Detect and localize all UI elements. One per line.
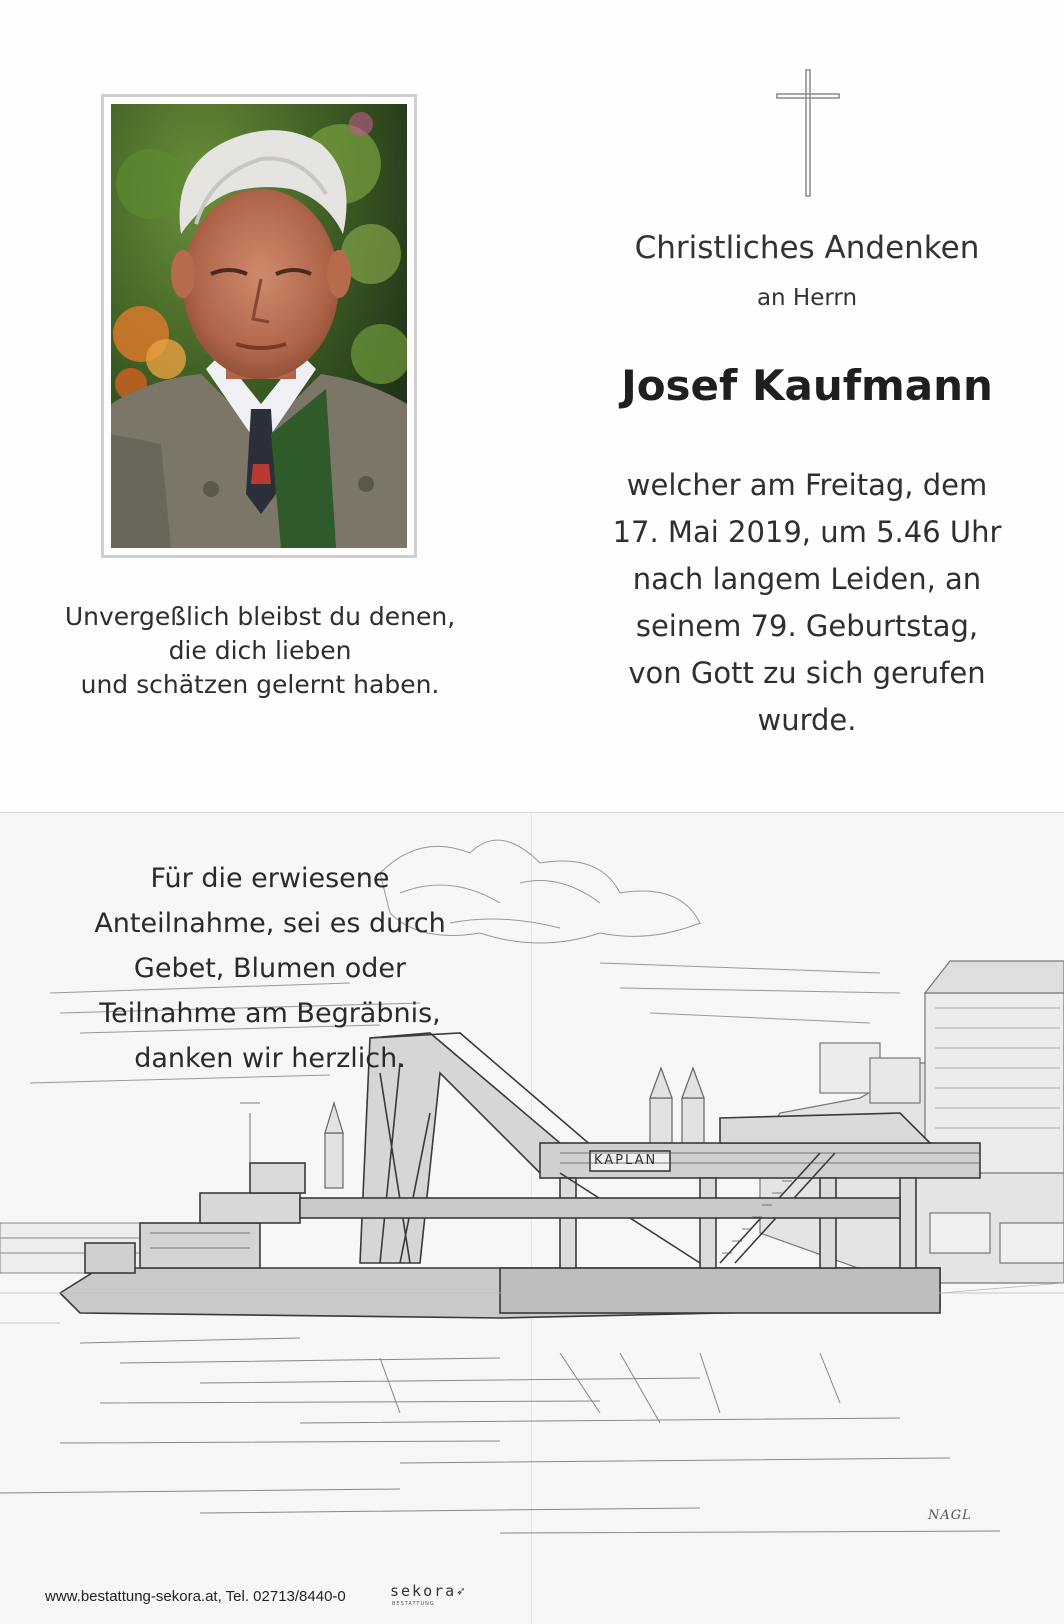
death-notice-line: von Gott zu sich gerufen (628, 656, 986, 690)
death-notice-text (612, 462, 1002, 744)
footer-contact: www.bestattung-sekora.at, Tel. 02713/8440-0 (45, 1588, 346, 1605)
quote-line: Unvergeßlich bleibst du denen, (64, 602, 456, 631)
artist-signature: NAGL (928, 1508, 972, 1523)
ship-name-label: KAPLAN (594, 1153, 658, 1168)
thanks-line: Für die erwiesene (150, 863, 390, 894)
death-notice-line: nach langem Leiden, an (632, 562, 982, 596)
memorial-quote (40, 600, 480, 702)
death-notice-line: welcher am Freitag, dem (626, 468, 988, 502)
bird-icon: ➶ (456, 1584, 465, 1600)
thanks-line: Teilnahme am Begräbnis, (99, 998, 441, 1029)
death-notice-line: seinem 79. Geburtstag, (635, 609, 979, 643)
quote-line: und schätzen gelernt haben. (80, 670, 440, 699)
quote-line: die dich lieben (168, 636, 352, 665)
logo-subtext: BESTATTUNG (392, 1601, 435, 1607)
portrait-frame (101, 94, 417, 558)
funeral-home-logo (390, 1582, 465, 1600)
thanks-text (60, 856, 480, 1081)
thanks-line: danken wir herzlich. (134, 1043, 406, 1074)
memorial-heading: Christliches Andenken (634, 230, 980, 266)
thanks-line: Gebet, Blumen oder (133, 953, 407, 984)
portrait-photo (111, 104, 407, 548)
logo-text: sekora (390, 1582, 457, 1600)
latin-cross-icon (773, 68, 843, 198)
deceased-name: Josef Kaufmann (621, 361, 993, 410)
death-notice-line: wurde. (757, 703, 857, 737)
thanks-line: Anteilnahme, sei es durch (94, 908, 446, 939)
death-notice-line: 17. Mai 2019, um 5.46 Uhr (612, 515, 1002, 549)
memorial-subheading: an Herrn (756, 285, 858, 311)
